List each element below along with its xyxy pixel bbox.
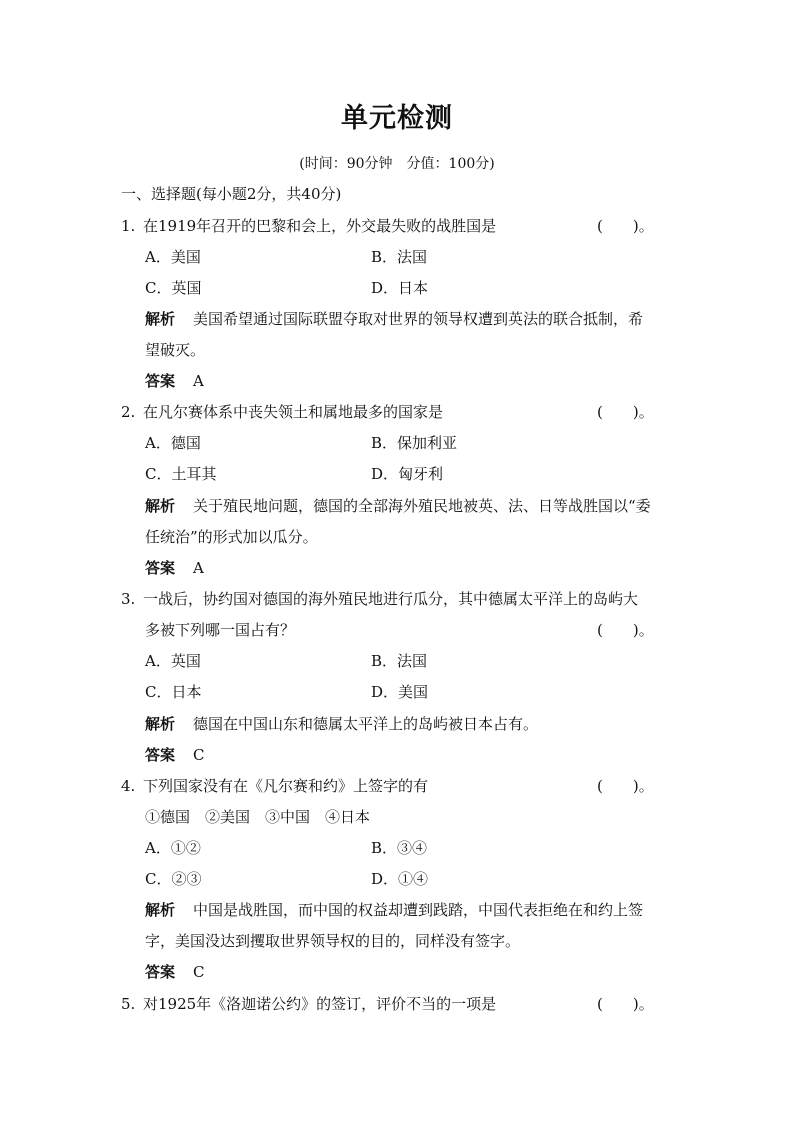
- option-a: A．英国: [145, 652, 201, 670]
- answer: [145, 557, 204, 579]
- section-heading: 一、选择题(每小题2分，共40分): [121, 185, 342, 203]
- answer-label: 答案: [145, 372, 176, 390]
- option-d: D．①④: [371, 870, 429, 888]
- analysis: [145, 899, 643, 921]
- option-c: C．②③: [145, 870, 202, 888]
- option-a: A．美国: [145, 248, 201, 266]
- question-items: ①德国 ②美国 ③中国 ④日本: [145, 808, 371, 826]
- question-5: [121, 993, 496, 1015]
- question-2: [121, 401, 443, 423]
- option-b: B．法国: [371, 248, 428, 266]
- question-3: [121, 588, 638, 610]
- question-4: [121, 775, 428, 797]
- question-1: [121, 215, 496, 237]
- analysis-continued: [145, 339, 205, 361]
- answer-value: A: [193, 559, 204, 577]
- analysis-text: 字，美国没达到攫取世界领导权的目的，同样没有签字。: [145, 932, 521, 950]
- analysis-text: 美国希望通过国际联盟夺取对世界的领导权遭到英法的联合抵制，希: [193, 310, 644, 328]
- answer: [145, 370, 204, 392]
- analysis-label: 解析: [145, 310, 176, 328]
- page-title: 单元检测: [341, 103, 453, 134]
- question-stem: 在1919年召开的巴黎和会上，外交最失败的战胜国是: [143, 217, 497, 235]
- answer: [145, 744, 204, 766]
- answer: [145, 961, 204, 983]
- option-a: A．①②: [145, 839, 201, 857]
- option-d: D．匈牙利: [371, 465, 444, 483]
- option-b: B．保加利亚: [371, 434, 458, 452]
- answer-value: A: [193, 372, 204, 390]
- answer-value: C: [193, 746, 205, 764]
- question-stem: 对1925年《洛迦诺公约》的签订，评价不当的一项是: [143, 995, 497, 1013]
- answer-value: C: [193, 963, 205, 981]
- analysis-label: 解析: [145, 715, 176, 733]
- answer-blank: ( )。: [597, 217, 654, 235]
- analysis-continued: [145, 526, 318, 548]
- question-stem: 下列国家没有在《凡尔赛和约》上签字的有: [143, 777, 429, 795]
- question-number: 4.: [121, 777, 136, 795]
- analysis: [145, 308, 643, 330]
- analysis-text: 望破灭。: [145, 341, 206, 359]
- option-c: C．土耳其: [145, 465, 217, 483]
- answer-blank: ( )。: [597, 621, 654, 639]
- answer-blank: ( )。: [597, 403, 654, 421]
- option-a: A．德国: [145, 434, 201, 452]
- analysis-label: 解析: [145, 901, 176, 919]
- question-number: 5.: [121, 995, 136, 1013]
- analysis-label: 解析: [145, 497, 176, 515]
- answer-label: 答案: [145, 559, 176, 577]
- analysis-continued: [145, 930, 520, 952]
- question-stem: 一战后，协约国对德国的海外殖民地进行瓜分，其中德属太平洋上的岛屿大: [143, 590, 639, 608]
- analysis: [145, 495, 651, 517]
- question-number: 3.: [121, 590, 136, 608]
- answer-label: 答案: [145, 746, 176, 764]
- analysis-text: 中国是战胜国，而中国的权益却遭到践踏，中国代表拒绝在和约上签: [193, 901, 644, 919]
- option-b: B．法国: [371, 652, 428, 670]
- answer-blank: ( )。: [597, 995, 654, 1013]
- question-number: 2.: [121, 403, 136, 421]
- analysis: [145, 713, 538, 735]
- analysis-text: 关于殖民地问题，德国的全部海外殖民地被英、法、日等战胜国以“委: [193, 497, 651, 515]
- question-stem-continued: 多被下列哪一国占有？: [145, 621, 296, 639]
- answer-label: 答案: [145, 963, 176, 981]
- exam-info: (时间：90分钟 分值：100分): [299, 156, 495, 172]
- question-number: 1.: [121, 217, 136, 235]
- option-d: D．日本: [371, 279, 429, 297]
- option-c: C．英国: [145, 279, 202, 297]
- analysis-text: 德国在中国山东和德属太平洋上的岛屿被日本占有。: [193, 715, 539, 733]
- question-stem: 在凡尔赛体系中丧失领土和属地最多的国家是: [143, 403, 444, 421]
- option-d: D．美国: [371, 683, 429, 701]
- option-c: C．日本: [145, 683, 202, 701]
- option-b: B．③④: [371, 839, 428, 857]
- answer-blank: ( )。: [597, 777, 654, 795]
- analysis-text: 任统治”的形式加以瓜分。: [145, 528, 318, 546]
